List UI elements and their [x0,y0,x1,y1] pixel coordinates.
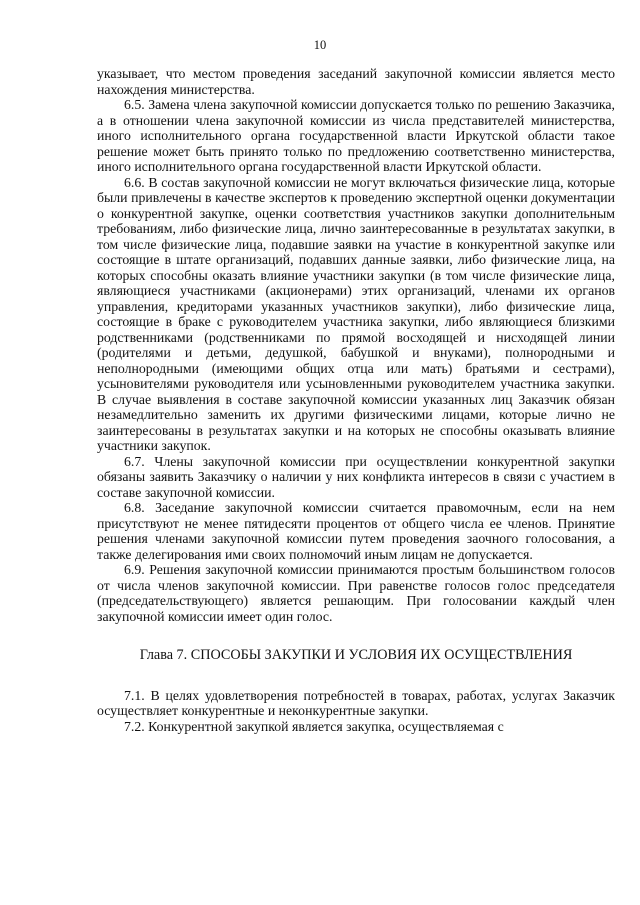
paragraph-6-6: 6.6. В состав закупочной комиссии не могут включаться физические лица, которые были привлечены в качестве экспертов к проведению экспертной оценки документации о конкурентной закупке, оценки соответствия участников закупки дополнительным требованиям, либо физические лица, лично заинтересованные в результатах закупки, в том числе физические лица, подавшие заявки на участие в конкурентной закупке или состоящие в штате организаций, подавших данные заявки, либо физические лица, на которых способны оказать влияние участники закупки (в том числе физические лица, являющиеся участниками (акционерами) этих организаций, членами их органов управления, кредиторами указанных участников закупки), либо физические лица, состоящие в браке с руководителем участника закупки, либо являющиеся близкими родственниками (родственниками по прямой восходящей и нисходящей линии (родителями и детьми, дедушкой, бабушкой и внуками), полнородными и неполнородными (имеющими общих отца или мать) братьями и сестрами), усыновителями руководителя или усыновленными руководителем участника закупки. В случае выявления в составе закупочной комиссии указанных лиц Заказчик обязан незамедлительно заменить их другими физическими лицами, которые лично не заинтересованы в результатах закупки и на которых не способны оказывать влияние участники закупок. [97,174,615,453]
paragraph-6-7: 6.7. Члены закупочной комиссии при осуществлении конкурентной закупки обязаны заявить Заказчику о наличии у них конфликта интересов в связи с участием в составе закупочной комиссии. [97,453,615,500]
paragraph-6-5: 6.5. Замена члена закупочной комиссии допускается только по решению Заказчика, а в отношении члена закупочной комиссии из числа представителей министерства, иного исполнительного органа государственной власти Иркутской области такое решение может быть принято только по предложению соответственно министерства, иного исполнительного органа государственной власти Иркутской области. [97,97,615,174]
paragraph-6-9: 6.9. Решения закупочной комиссии принимаются простым большинством голосов от числа членов закупочной комиссии. При равенстве голосов голос председателя (председательствующего) является решающим. При голосовании каждый член закупочной комиссии имеет один голос. [97,562,615,624]
page-number: 10 [313,38,327,52]
paragraph-6-4-continuation: указывает, что местом проведения заседаний закупочной комиссии является место нахождения министерства. [97,66,615,97]
paragraph-7-2: 7.2. Конкурентной закупкой является закупка, осуществляемая с [124,718,504,734]
paragraph-7-1: 7.1. В целях удовлетворения потребностей в товарах, работах, услугах Заказчик осуществляет конкурентные и неконкурентные закупки. [97,687,615,718]
paragraph-6-8: 6.8. Заседание закупочной комиссии считается правомочным, если на нем присутствуют не менее пятидесяти процентов от общего числа ее членов. Принятие решения членами закупочной комиссии путем проведения заочного голосования, а также делегирования ими своих полномочий иным лицам не допускается. [97,500,615,562]
document-body [97,66,615,734]
chapter-heading: Глава 7. СПОСОБЫ ЗАКУПКИ И УСЛОВИЯ ИХ ОСУЩЕСТВЛЕНИЯ [139,647,573,663]
